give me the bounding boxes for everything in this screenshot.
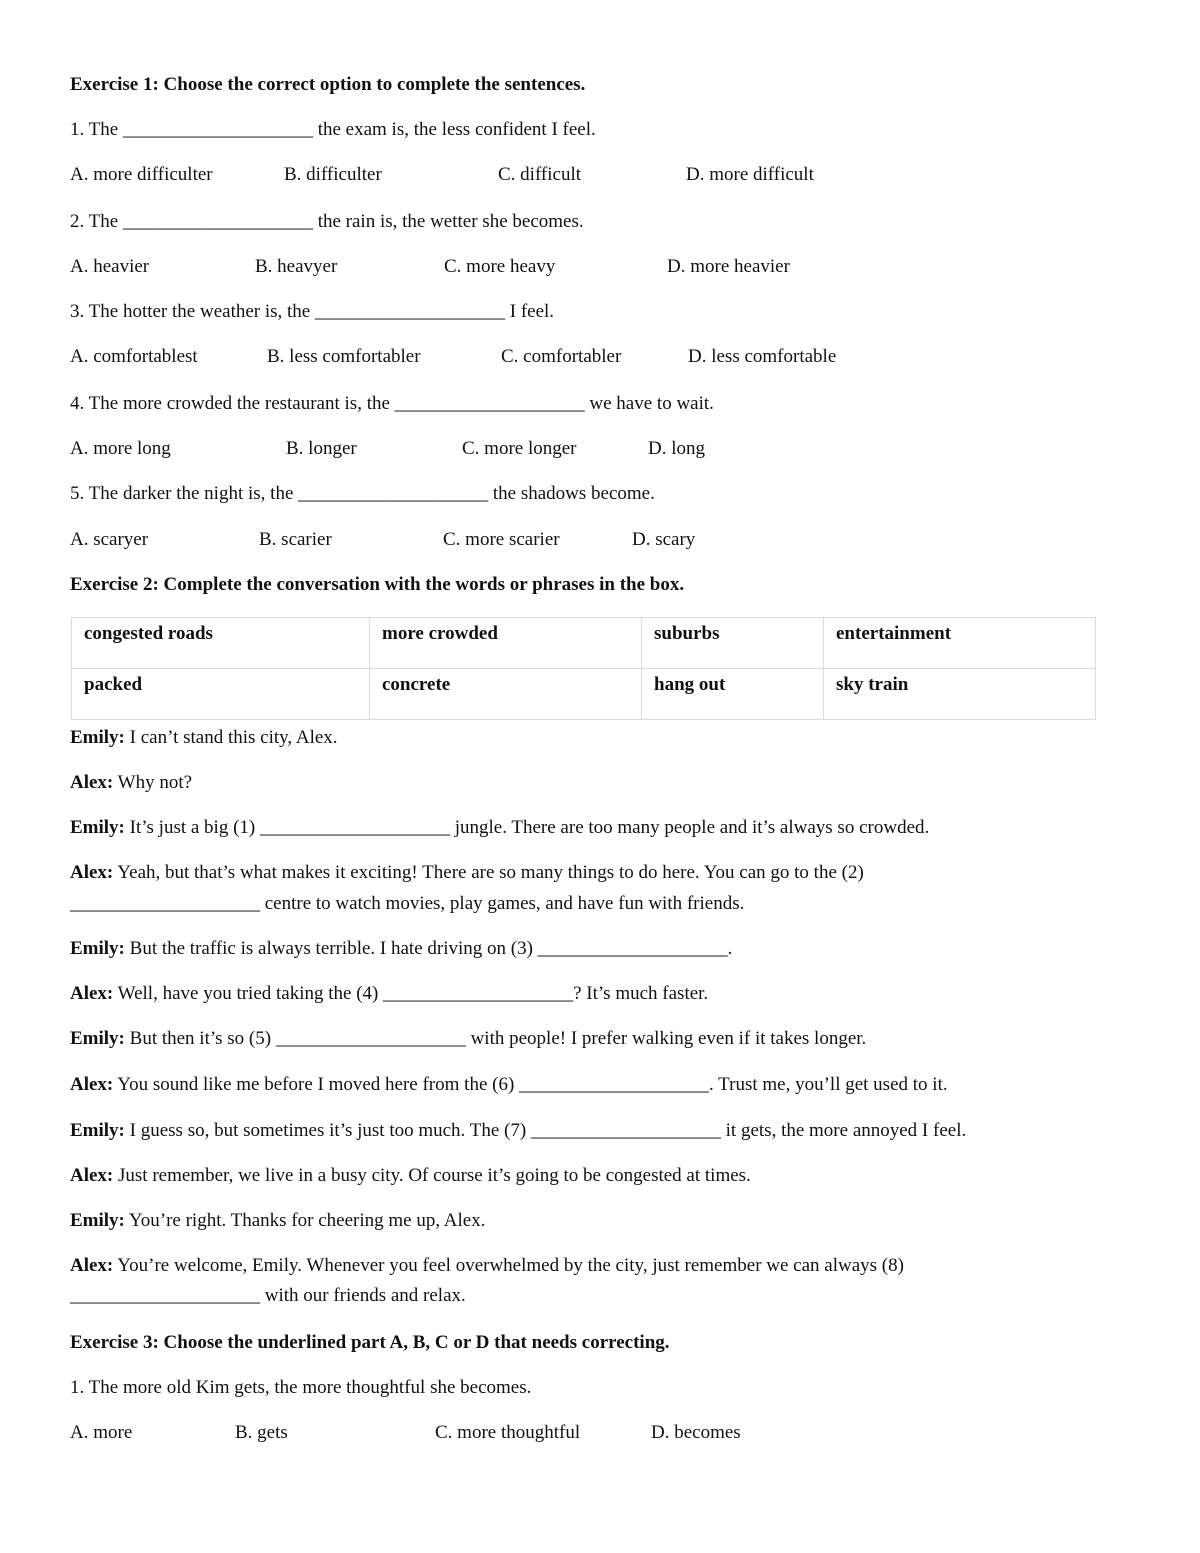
question-4: 4. The more crowded the restaurant is, the ____________________ we have to wait. (70, 393, 714, 414)
speaker: Alex: (70, 1255, 114, 1276)
speaker: Emily: (70, 727, 125, 748)
word-box-cell: entertainment (824, 618, 1096, 669)
q3-option-d: D. less comfortable (688, 346, 837, 367)
word-box-cell: sky train (824, 669, 1096, 720)
speaker: Emily: (70, 817, 125, 838)
q2-option-a: A. heavier (70, 256, 150, 277)
dialogue-line (70, 937, 732, 961)
dialogue-line (70, 816, 929, 840)
dialogue-line (70, 1254, 904, 1278)
speaker: Alex: (70, 1074, 114, 1095)
dialogue-line (70, 1209, 485, 1233)
speaker: Alex: (70, 862, 114, 883)
q5-option-d: D. scary (632, 529, 696, 550)
dialogue-line (70, 771, 192, 795)
exercise-3-heading: Exercise 3: Choose the underlined part A, B, C or D that needs correcting. (70, 1332, 670, 1353)
q3-option-a: A. comfortablest (70, 346, 198, 367)
dialogue-text: But then it’s so (5) ____________________ with people! I prefer walking even if it takes longer. (124, 1028, 867, 1049)
dialogue-continuation: ____________________ with our friends and relax. (70, 1285, 466, 1306)
dialogue-text: I guess so, but sometimes it’s just too much. The (7) ____________________ it gets, the more annoyed I feel. (124, 1120, 967, 1141)
speaker: Emily: (70, 1210, 125, 1231)
speaker: Alex: (70, 1165, 114, 1186)
dialogue-text: Why not? (113, 772, 193, 793)
speaker: Emily: (70, 1120, 125, 1141)
question-2: 2. The ____________________ the rain is, the wetter she becomes. (70, 211, 584, 232)
word-box-cell: packed (72, 669, 370, 720)
q4-option-a: A. more long (70, 438, 171, 459)
dialogue-text: Just remember, we live in a busy city. Of course it’s going to be congested at times. (113, 1165, 751, 1186)
q5-option-b: B. scarier (259, 529, 332, 550)
question-1: 1. The ____________________ the exam is, the less confident I feel. (70, 119, 596, 140)
dialogue-line (70, 1164, 751, 1188)
dialogue-line (70, 861, 864, 885)
exercise-1-heading: Exercise 1: Choose the correct option to complete the sentences. (70, 74, 586, 95)
q1-option-c: C. difficult (498, 164, 582, 185)
q3-option-b: B. less comfortabler (267, 346, 421, 367)
q4-option-c: C. more longer (462, 438, 577, 459)
dialogue-line (70, 1073, 948, 1097)
dialogue-line (70, 726, 338, 750)
dialogue-text: You’re right. Thanks for cheering me up, Alex. (124, 1210, 486, 1231)
dialogue-line (70, 1027, 866, 1051)
q4-option-d: D. long (648, 438, 705, 459)
ex3-option-b: B. gets (235, 1422, 288, 1443)
dialogue-text: You sound like me before I moved here from the (6) ____________________. Trust me, you’ll get used to it. (113, 1074, 948, 1095)
word-box-cell: more crowded (370, 618, 642, 669)
q5-option-c: C. more scarier (443, 529, 560, 550)
speaker: Alex: (70, 772, 114, 793)
dialogue-text: But the traffic is always terrible. I hate driving on (3) ____________________. (124, 938, 733, 959)
speaker: Alex: (70, 983, 114, 1004)
q1-option-a: A. more difficulter (70, 164, 213, 185)
question-3: 3. The hotter the weather is, the ____________________ I feel. (70, 301, 555, 322)
q1-option-b: B. difficulter (284, 164, 382, 185)
ex3-option-d: D. becomes (651, 1422, 741, 1443)
dialogue-text: Well, have you tried taking the (4) ____________________? It’s much faster. (113, 983, 709, 1004)
dialogue-continuation: ____________________ centre to watch movies, play games, and have fun with friends. (70, 893, 745, 914)
q1-option-d: D. more difficult (686, 164, 814, 185)
q3-option-c: C. comfortabler (501, 346, 622, 367)
q5-option-a: A. scaryer (70, 529, 149, 550)
word-box (71, 617, 1096, 720)
dialogue-text: You’re welcome, Emily. Whenever you feel overwhelmed by the city, just remember we can always (8) (113, 1255, 904, 1276)
ex3-option-c: C. more thoughtful (435, 1422, 581, 1443)
dialogue-text: I can’t stand this city, Alex. (124, 727, 338, 748)
ex3-option-a: A. more (70, 1422, 133, 1443)
q2-option-c: C. more heavy (444, 256, 556, 277)
q4-option-b: B. longer (286, 438, 357, 459)
dialogue-text: It’s just a big (1) ____________________ jungle. There are too many people and it’s always so crowded. (124, 817, 930, 838)
q2-option-b: B. heavyer (255, 256, 338, 277)
speaker: Emily: (70, 1028, 125, 1049)
speaker: Emily: (70, 938, 125, 959)
word-box-cell: hang out (642, 669, 824, 720)
dialogue-line (70, 1119, 966, 1143)
word-box-cell: suburbs (642, 618, 824, 669)
word-box-cell: congested roads (72, 618, 370, 669)
ex3-question-1: 1. The more old Kim gets, the more thoughtful she becomes. (70, 1377, 532, 1398)
dialogue-text: Yeah, but that’s what makes it exciting! There are so many things to do here. You can go to the (2) (113, 862, 864, 883)
dialogue-line (70, 982, 708, 1006)
question-5: 5. The darker the night is, the ____________________ the shadows become. (70, 483, 655, 504)
q2-option-d: D. more heavier (667, 256, 790, 277)
word-box-cell: concrete (370, 669, 642, 720)
exercise-2-heading: Exercise 2: Complete the conversation with the words or phrases in the box. (70, 574, 685, 595)
